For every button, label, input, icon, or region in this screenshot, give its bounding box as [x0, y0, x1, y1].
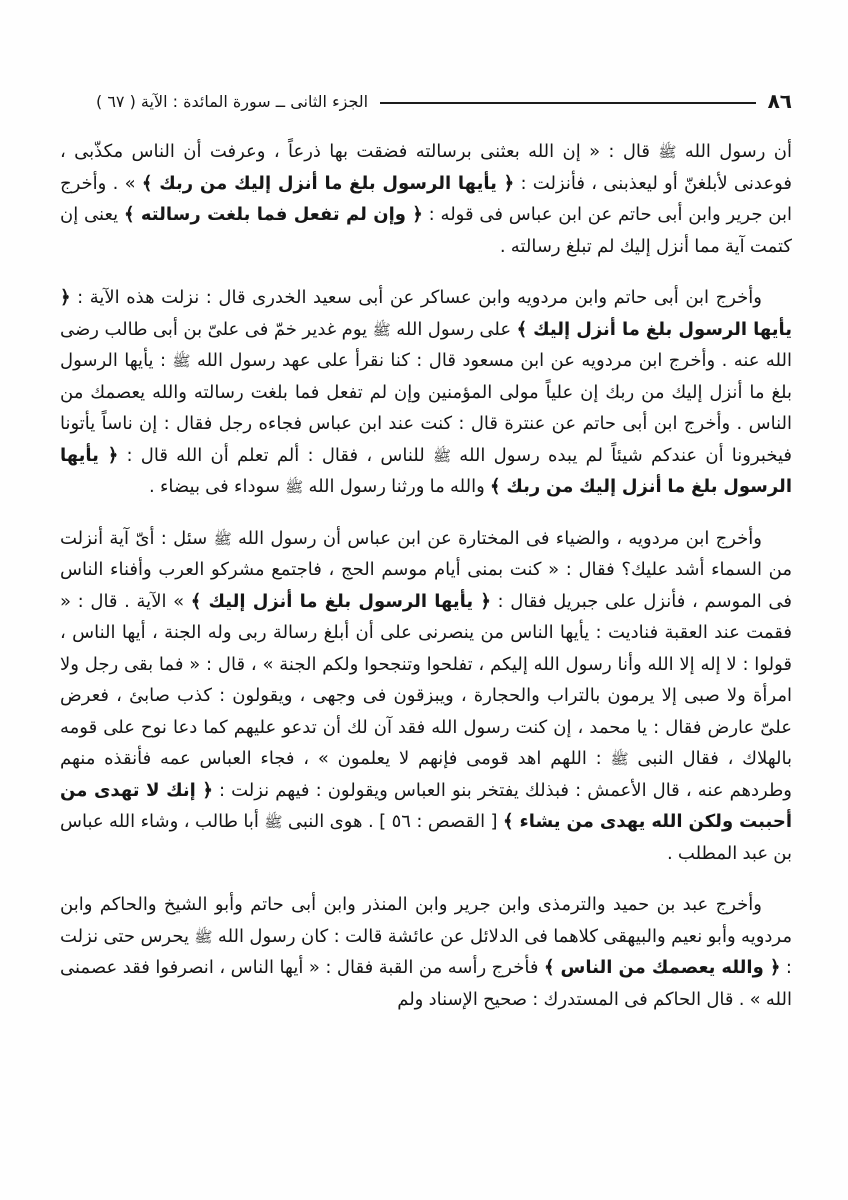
- pbuh-symbol: ﷺ: [213, 529, 232, 548]
- text-run: أن رسول الله ﷺ قال : « إن الله بعثنى برسالته فضقت بها ذرعاً ، وعرفت أن الناس مكذّبى ، فوعدنى لأبلغنّ أو ليعذبنى ، فأنزلت :: [60, 141, 792, 194]
- page-header: [0, 88, 848, 114]
- text-run: يعنى إن كتمت آية مما أنزل إليك لم تبلغ رسالته .: [60, 204, 792, 257]
- header-rule: [380, 102, 755, 104]
- page-number: ٨٦: [767, 89, 792, 113]
- text-body: [0, 136, 848, 1015]
- quran-quote: ﴿ يأيها الرسول بلغ ما أنزل إليك من ربك ﴾: [60, 444, 792, 497]
- quran-quote: ﴿ يأيها الرسول بلغ ما أنزل إليك ﴾: [190, 590, 491, 612]
- quran-quote: ﴿ يأيها الرسول بلغ ما أنزل إليك من ربك ﴾: [141, 172, 515, 194]
- pbuh-symbol: ﷺ: [372, 320, 391, 339]
- text-run: [ القصص : ٥٦ ] . هوى النبى ﷺ أبا طالب ، وشاء الله عباس بن عبد المطلب .: [60, 811, 792, 864]
- quran-quote: ﴿ إنك لا تهدى من أحببت ولكن الله يهدى من يشاء ﴾: [60, 779, 792, 832]
- text-run: على رسول الله ﷺ يوم غدير خمّ فى علىّ بن أبى طالب رضى الله عنه . وأخرج ابن مردويه عن ابن مسعود قال : كنا نقرأ على عهد رسول الله ﷺ : يأيها الرسول بلغ ما أنزل إليك من ربك إن علياً مولى المؤمنين وإن لم تفعل فما بلغت رسالته والله يعصمك من الناس . وأخرج ابن أبى حاتم عن عنترة قال : كنت عند ابن عباس فجاءه رجل فقال : إن ناساً يأتونا فيخبرونا أن عندكم شيئاً لم يبده رسول الله ﷺ للناس ، فقال : ألم تعلم أن الله قال :: [60, 318, 793, 466]
- quran-quote: ﴿ وإن لم تفعل فما بلغت رسالته ﴾: [123, 204, 423, 225]
- pbuh-symbol: ﷺ: [194, 927, 213, 946]
- text-run: » الآية . قال : « فقمت عند العقبة فناديت : يأيها الناس من ينصرنى على أن أبلغ رسالة ربى وله الجنة ، أيها الناس ، قولوا : لا إله إلا الله وأنا رسول الله إليكم ، تفلحوا وتنجحوا ولكم الجنة » ، قال : « فما بقى رجل ولا امرأة ولا صبى إلا يرمون بالتراب والحجارة ، ويبزقون فى وجهى ، ويقولون : كذب صابئ ، فعرض علىّ عارض فقال : يا محمد ، إن كنت رسول الله فقد آن لك أن تدعو عليهم كما دعا نوح على قومه بالهلاك ، فقال النبى ﷺ : اللهم اهد قومى فإنهم لا يعلمون » ، فجاء العباس عمه فأنقذه منهم وطردهم عنه ، قال الأعمش : فبذلك يفتخر بنو العباس ويقولون : فيهم نزلت :: [60, 590, 792, 801]
- paragraph: [60, 523, 792, 870]
- paragraph: [60, 282, 792, 503]
- pbuh-symbol: ﷺ: [610, 750, 629, 768]
- text-run: والله ما ورثنا رسول الله ﷺ سوداء فى بيضاء .: [149, 476, 491, 497]
- text-run: وأخرج ابن أبى حاتم وابن مردويه وابن عساكر عن أبى سعيد الخدرى قال : نزلت هذه الآية :: [70, 287, 762, 308]
- paragraph: [60, 136, 792, 262]
- text-run: » . وأخرج ابن جرير وابن أبى حاتم عن ابن عباس فى قوله :: [60, 172, 792, 225]
- pbuh-symbol: ﷺ: [285, 478, 304, 496]
- text-run: وأخرج عبد بن حميد والترمذى وابن جرير وابن المنذر وابن أبى حاتم وأبو الشيخ والحاكم وابن مردويه وأبو نعيم والبيهقى كلاهما فى الدلائل عن عائشة قالت : كان رسول الله ﷺ يحرس حتى نزلت :: [60, 894, 792, 978]
- quran-quote: ﴿ والله يعصمك من الناس ﴾: [543, 957, 781, 978]
- pbuh-symbol: ﷺ: [264, 813, 283, 831]
- pbuh-symbol: ﷺ: [172, 352, 191, 370]
- pbuh-symbol: ﷺ: [658, 143, 677, 161]
- text-run: وأخرج ابن مردويه ، والضياء فى المختارة عن ابن عباس أن رسول الله ﷺ سئل : أىّ آية أنزلت من السماء أشد عليك؟ فقال : « كنت بمنى أيام موسم الحج ، فاجتمع مشركو العرب وأفناء الناس فى الموسم ، فأنزل على جبريل فقال :: [60, 527, 792, 612]
- quran-quote: ﴿ يأيها الرسول بلغ ما أنزل إليك ﴾: [60, 287, 793, 340]
- paragraph: [60, 889, 792, 1015]
- running-title: الجزء الثانى ــ سورة المائدة : الآية ( ٦٧ ): [96, 91, 369, 111]
- text-run: فأخرج رأسه من القبة فقال : « أيها الناس ، انصرفوا فقد عصمنى الله » . قال الحاكم فى المستدرك : صحيح الإسناد ولم: [60, 957, 792, 1010]
- pbuh-symbol: ﷺ: [432, 446, 452, 465]
